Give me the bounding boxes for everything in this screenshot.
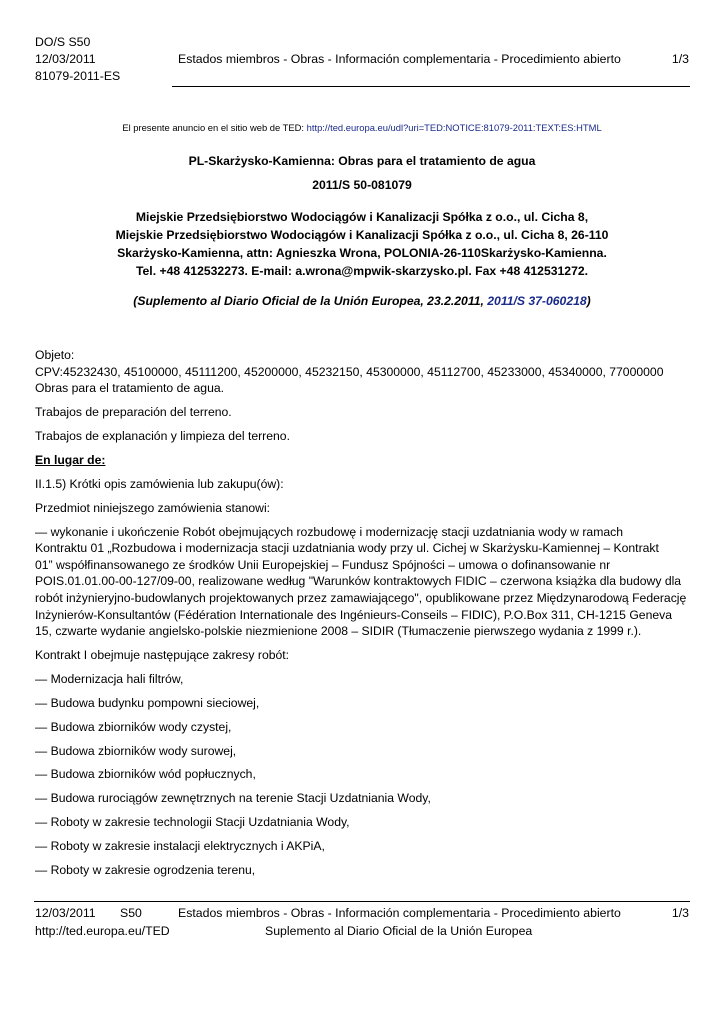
notice-url-label: El presente anuncio en el sitio web de TED: <box>122 122 305 133</box>
cpv-codes: CPV:45232430, 45100000, 45111200, 45200000, 45232150, 45300000, 45112700, 45233000, 45340000, 77000000 <box>35 364 664 379</box>
description-line: 15, czwarte wydanie angielsko-polskie niezmienione 2008 – SIDIR (Tłumaczenie pierwszego wydania z 1999 r.). <box>35 624 642 639</box>
scope-item: — Modernizacja hali filtrów, <box>35 671 184 686</box>
paragraph: Trabajos de explanación y limpieza del terreno. <box>35 428 290 443</box>
objeto-block <box>35 347 695 397</box>
contracting-line: Miejskie Przedsiębiorstwo Wodociągów i Kanalizacji Spółka z o.o., ul. Cicha 8, <box>135 210 589 224</box>
header-title: Estados miembros - Obras - Información complementaria - Procedimiento abierto <box>178 52 621 66</box>
scope-item: — Budowa rurociągów zewnętrznych na terenie Stacji Uzdatniania Wody, <box>35 791 431 806</box>
contracting-line: Skarżysko-Kamienna, attn: Agnieszka Wrona, POLONIA-26-110Skarżysko-Kamienna. <box>117 246 607 260</box>
supplement-reference <box>60 292 664 310</box>
contracting-authority <box>60 208 664 280</box>
paragraph: Trabajos de preparación del terreno. <box>35 405 232 420</box>
footer-page-number: 1/3 <box>671 906 689 920</box>
scope-item: — Roboty w zakresie ogrodzenia terenu, <box>35 863 256 877</box>
supplement-link[interactable]: 2011/S 37-060218 <box>487 294 587 308</box>
supplement-prefix: (Suplemento al Diario Oficial de la Unión Europea, 23.2.2011, <box>133 294 488 308</box>
scope-item: — Budowa budynku pompowni sieciowej, <box>35 695 260 710</box>
header-meta <box>35 34 120 85</box>
scope-item: — Budowa zbiorników wody surowej, <box>35 743 237 758</box>
description-line: Inżynierów-Konsultantów (Fédération Internationale des Ingénieurs-Conseils – FIDIC), P.O.Box 311, CH-1215 Geneva <box>35 607 673 622</box>
description-line: POIS.01.01.00-00-127/09-00, realizowane według "Warunków kontraktowych FIDIC – czerwona książka dla budowy dla <box>35 574 682 589</box>
scope-item: — Budowa zbiorników wód popłucznych, <box>35 767 256 782</box>
description-line: 01” współfinansowanego ze środków Unii Europejskiej – Fundusz Spójności – umowa o dofinansowanie nr <box>35 557 611 572</box>
footer-series: S50 <box>120 906 142 920</box>
scope-item: — Roboty w zakresie instalacji elektrycznych i AKPiA, <box>35 839 325 854</box>
description-line: Kontraktu 01 „Rozbudowa i modernizacja stacji uzdatniania wody przy ul. Cichej w Skarżysku-Kamiennej – Kontrakt <box>35 541 659 556</box>
notice-url-line <box>0 122 724 133</box>
objeto-label: Objeto: <box>35 348 75 362</box>
header-divider <box>172 86 690 87</box>
contract-description <box>35 524 695 640</box>
footer-journal: Suplemento al Diario Oficial de la Unión Europea <box>265 924 533 938</box>
header-doc-series: DO/S S50 <box>35 35 91 49</box>
cpv-description: Obras para el tratamiento de agua. <box>35 381 225 396</box>
notice-body <box>35 347 695 886</box>
header-date: 12/03/2011 <box>35 52 96 66</box>
contracting-line: Miejskie Przedsiębiorstwo Wodociągów i Kanalizacji Spółka z o.o., ul. Cicha 8, 26-110 <box>115 228 609 242</box>
footer-title: Estados miembros - Obras - Información complementaria - Procedimiento abierto <box>178 906 621 920</box>
footer-url[interactable]: http://ted.europa.eu/TED <box>35 924 170 938</box>
scope-item: — Budowa zbiorników wody czystej, <box>35 719 232 734</box>
supplement-suffix: ) <box>586 294 591 308</box>
kontrakt-intro: Kontrakt I obejmuje następujące zakresy robót: <box>35 647 290 662</box>
scope-item: — Roboty w zakresie technologii Stacji Uzdatniania Wody, <box>35 815 350 830</box>
description-line: — wykonanie i ukończenie Robót obejmujących rozbudowę i modernizację stacji uzdatniania wody w ramach <box>35 524 624 539</box>
footer-date: 12/03/2011 <box>35 906 96 920</box>
footer-divider <box>34 901 690 902</box>
notice-title: PL-Skarżysko-Kamienna: Obras para el tratamiento de agua <box>188 154 536 168</box>
en-lugar-de-heading: En lugar de: <box>35 452 106 467</box>
contracting-line: Tel. +48 412532273. E-mail: a.wrona@mpwik-skarzysko.pl. Fax +48 412531272. <box>135 264 589 278</box>
description-line: robót inżynieryjno-budowlanych projektowanych przez zamawiającego", opublikowane przez Międzynarodową Federację <box>35 590 687 605</box>
notice-url-link[interactable]: http://ted.europa.eu/udl?uri=TED:NOTICE:81079-2011:TEXT:ES:HTML <box>306 122 602 133</box>
subject-line: Przedmiot niniejszego zamówienia stanowi: <box>35 500 271 515</box>
header-doc-id: 81079-2011-ES <box>35 69 121 83</box>
header-page-number: 1/3 <box>671 52 689 66</box>
notice-number: 2011/S 50-081079 <box>312 178 412 192</box>
section-heading: II.1.5) Krótki opis zamówienia lub zakupu(ów): <box>35 476 284 491</box>
